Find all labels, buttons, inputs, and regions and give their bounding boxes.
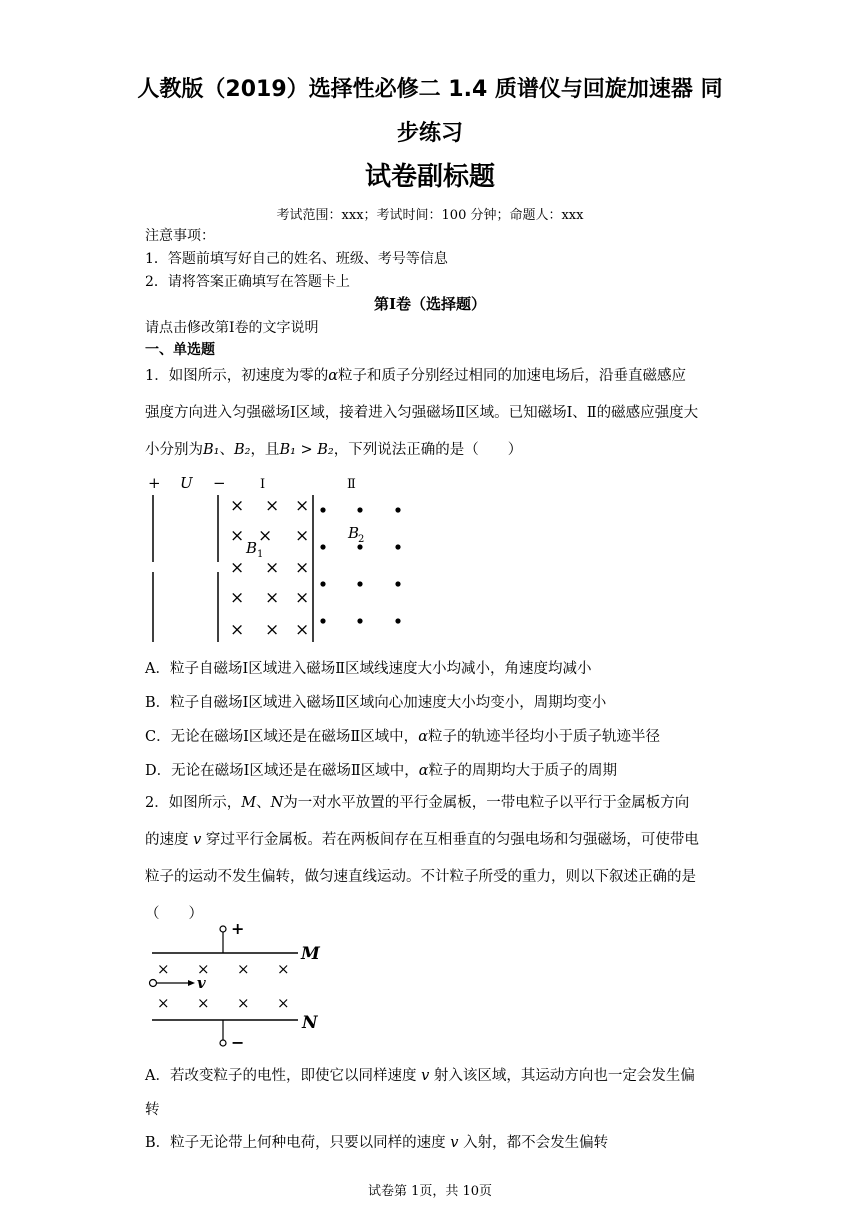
fig2-cross-mark: × (157, 960, 170, 978)
fig1-cross-mark: × (295, 588, 310, 608)
fig1-cross-mark: × (295, 558, 310, 578)
fig1-cross-mark: × (230, 558, 245, 578)
note-item-2: 2．请将答案正确填写在答题卡上 (145, 274, 350, 290)
fig1-dot-grid (320, 507, 400, 623)
question-2-line2 (145, 822, 720, 859)
fig2-cross-mark: × (157, 994, 170, 1012)
question-1-text (145, 358, 720, 469)
q2-text-post: 为一对水平放置的平行金属板，一带电粒子以平行于金属板方向 (283, 795, 690, 811)
fig1-plus-label: + (148, 474, 161, 492)
document-title-line1: 人教版（2019）选择性必修二 1.4 质谱仪与回旋加速器 同 (137, 77, 723, 102)
q1-line3-post: ，下列说法正确的是（ ） (333, 442, 523, 458)
fig1-dot-mark (357, 507, 362, 512)
b1-symbol: B₁ (203, 442, 220, 458)
v-symbol: v (421, 1068, 430, 1084)
question-2-line1 (145, 785, 720, 822)
question-1-line3 (145, 432, 720, 469)
q1-option-d-pre: D．无论在磁场Ⅰ区域还是在磁场Ⅱ区域中， (145, 763, 419, 779)
fig1-dot-mark (357, 581, 362, 586)
fig1-cross-mark: × (230, 588, 245, 608)
fig1-dot-mark (395, 618, 400, 623)
fig2-cross-mark: × (237, 994, 250, 1012)
q2-option-a-post: 射入该区域，其运动方向也一定会发生偏 (429, 1068, 695, 1084)
document-subtitle: 试卷副标题 (364, 162, 495, 192)
exam-info: 考试范围：xxx；考试时间：100 分钟；命题人：xxx (276, 208, 584, 223)
volume-description: 请点击修改第Ⅰ卷的文字说明 (145, 320, 319, 336)
v-symbol: v (193, 832, 202, 848)
fig2-m-label: M (301, 944, 320, 964)
q2-line2-post: 穿过平行金属板。若在两板间存在互相垂直的匀强电场和匀强磁场，可使带电 (201, 832, 699, 848)
fig2-minus-label: − (231, 1033, 245, 1052)
m-symbol: M (241, 795, 257, 811)
q1-option-c (145, 725, 660, 746)
n-symbol: N (270, 795, 284, 811)
alpha-symbol: α (418, 729, 428, 745)
fig2-cross-mark: × (237, 960, 250, 978)
v-symbol: v (450, 1135, 459, 1151)
question-2-line3: 粒子的运动不发生偏转，做匀速直线运动。不计粒子所受的重力，则以下叙述正确的是 (145, 869, 696, 885)
volume-title: 第Ⅰ卷（选择题） (373, 295, 487, 313)
q2-option-b (145, 1131, 608, 1152)
q1-option-d (145, 759, 617, 780)
fig1-region1-label: Ⅰ (260, 477, 266, 492)
question-1-line2: 强度方向进入匀强磁场Ⅰ区域，接着进入匀强磁场Ⅱ区域。已知磁场Ⅰ、Ⅱ的磁感应强度大 (145, 405, 699, 421)
fig1-cross-mark: × (265, 496, 280, 516)
fig1-dot-mark (320, 581, 325, 586)
fig2-top-terminal (220, 926, 226, 932)
fig2-cross-grid (157, 960, 290, 1012)
q1-line3-pre: 小分别为 (145, 442, 203, 458)
figure-magnetic-regions (140, 470, 420, 650)
q1-option-c-post: 粒子的轨迹半径均小于质子轨迹半径 (427, 729, 660, 745)
q1-line3-mid: ，且 (250, 442, 280, 458)
fig1-u-label: U (180, 474, 193, 492)
question-2-line4: （ ） (145, 906, 203, 922)
fig1-cross-mark: × (295, 620, 310, 640)
fig1-dot-mark (357, 618, 362, 623)
fig1-dot-mark (395, 581, 400, 586)
fig1-cross-mark: × (230, 496, 245, 516)
fig1-cross-grid (230, 496, 309, 640)
fig1-minus-label: − (213, 474, 226, 492)
q1-option-c-pre: C．无论在磁场Ⅰ区域还是在磁场Ⅱ区域中， (145, 729, 419, 745)
fig1-cross-mark: × (230, 620, 245, 640)
question-1-line1 (145, 358, 720, 395)
q2-option-b-pre: B．粒子无论带上何种电荷，只要以同样的速度 (145, 1135, 451, 1151)
fig1-cross-mark: × (265, 558, 280, 578)
q1-separator: 、 (219, 442, 234, 458)
section-title: 一、单选题 (145, 342, 215, 358)
fig1-cross-mark: × (230, 526, 245, 546)
notes-heading: 注意事项： (145, 228, 215, 244)
q2-text-pre: 2．如图所示， (145, 795, 242, 811)
note-item-1: 1．答题前填写好自己的姓名、班级、考号等信息 (145, 251, 448, 267)
fig1-cross-mark: × (295, 496, 310, 516)
b2-symbol: B₂ (233, 442, 251, 458)
q2-line2-pre: 的速度 (145, 832, 194, 848)
fig1-cross-mark: × (258, 526, 273, 546)
fig2-v-label: v (197, 974, 206, 992)
fig2-cross-mark: × (277, 960, 290, 978)
figure-parallel-plates (140, 918, 340, 1056)
q1-option-a: A．粒子自磁场Ⅰ区域进入磁场Ⅱ区域线速度大小均减小，角速度均减小 (145, 661, 592, 677)
q2-separator: 、 (256, 795, 271, 811)
fig1-dot-mark (395, 544, 400, 549)
q2-option-a-line1 (145, 1064, 695, 1085)
fig2-cross-mark: × (197, 960, 210, 978)
alpha-symbol: α (328, 368, 339, 384)
page-footer: 试卷第 1页，共 10页 (367, 1184, 493, 1199)
fig2-bottom-terminal (220, 1040, 226, 1046)
fig1-cross-mark: × (265, 588, 280, 608)
fig1-dot-mark (320, 507, 325, 512)
fig2-cross-mark: × (277, 994, 290, 1012)
fig1-b2-label: B (348, 524, 360, 542)
question-2-text (145, 785, 720, 933)
fig2-arrow-head (188, 980, 195, 986)
fig2-n-label: N (302, 1013, 318, 1033)
inequality: B₁ > B₂ (279, 442, 334, 458)
fig1-cross-mark: × (295, 526, 310, 546)
fig1-dot-mark (357, 544, 362, 549)
fig1-b1-subscript: 1 (257, 549, 264, 560)
q2-option-a-line2: 转 (145, 1102, 160, 1118)
q2-option-b-post: 入射，都不会发生偏转 (458, 1135, 609, 1151)
q1-option-d-post: 粒子的周期均大于质子的周期 (428, 763, 618, 779)
q1-text-pre: 1．如图所示，初速度为零的 (145, 368, 329, 384)
q1-option-b: B．粒子自磁场Ⅰ区域进入磁场Ⅱ区域向心加速度大小均变小，周期均变小 (145, 695, 607, 711)
fig1-dot-mark (320, 544, 325, 549)
fig2-particle (150, 980, 157, 987)
fig1-b1-label: B (246, 539, 258, 557)
fig2-cross-mark: × (197, 994, 210, 1012)
fig1-cross-mark: × (265, 620, 280, 640)
q2-option-a-pre: A．若改变粒子的电性，即使它以同样速度 (145, 1068, 422, 1084)
q1-text-post: 粒子和质子分别经过相同的加速电场后，沿垂直磁感应 (338, 368, 687, 384)
fig1-b2-subscript: 2 (358, 534, 365, 545)
fig1-region2-label: Ⅱ (347, 477, 356, 492)
fig2-plus-label: + (231, 919, 245, 938)
fig1-dot-mark (395, 507, 400, 512)
document-title-line2: 步练习 (396, 121, 463, 146)
alpha-symbol: α (418, 763, 429, 779)
fig1-dot-mark (320, 618, 325, 623)
